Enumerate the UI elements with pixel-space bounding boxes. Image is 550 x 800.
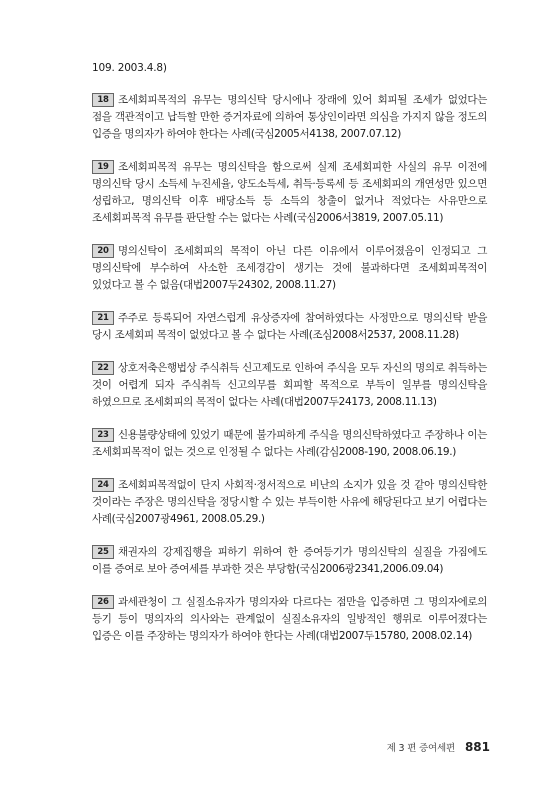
case-entry-21 (92, 310, 487, 344)
case-entry-23 (92, 427, 487, 461)
case-number-box: 21 (92, 311, 114, 325)
case-number-box: 26 (92, 595, 114, 609)
case-entry-20 (92, 243, 487, 294)
case-text: 조세회피목적의 유무는 명의신탁 당시에나 장래에 있어 회피될 조세가 없었다는 점을 객관적이고 납득할 만한 증거자료에 의하여 통상인이라면 의심을 가지지 않을 정도의 입증을 명의자가 하여야 한다는 사례(국심2005서4138, 2007.07.12) (92, 94, 487, 140)
document-body (92, 60, 487, 661)
footer-section-title: 제 3 편 증여세편 (386, 743, 455, 754)
case-text: 채권자의 강제집행을 피하기 위하여 한 증여등기가 명의신탁의 실질을 가짐에도 이를 증여로 보아 증여세를 부과한 것은 부당함(국심2006광2341,2006.09.04) (92, 546, 487, 575)
case-entry-25 (92, 544, 487, 578)
case-paragraph (92, 243, 487, 294)
page-number: 881 (464, 740, 490, 754)
case-number-box: 20 (92, 244, 114, 258)
case-paragraph (92, 477, 487, 528)
case-number-box: 19 (92, 160, 114, 174)
case-number-box: 24 (92, 478, 114, 492)
case-paragraph (92, 594, 487, 645)
case-number-box: 25 (92, 545, 114, 559)
case-text: 신용불량상태에 있었기 때문에 불가피하게 주식을 명의신탁하였다고 주장하나 이는 조세회피목적이 없는 것으로 인정될 수 없다는 사례(감심2008-190, 2008.06.19.) (92, 429, 487, 458)
case-text: 조세회피목적없이 단지 사회적·정서적으로 비난의 소지가 있을 것 같아 명의신탁한 것이라는 주장은 명의신탁을 정당시할 수 있는 부득이한 사유에 해당된다고 보기 어렵다는 사례(국심2007광4961, 2008.05.29.) (92, 479, 487, 525)
case-entry-18 (92, 92, 487, 143)
case-entry-22 (92, 360, 487, 411)
case-paragraph (92, 544, 487, 578)
case-text: 조세회피목적 유무는 명의신탁을 함으로써 실제 조세회피한 사실의 유무 이전에 명의신탁 당시 소득세 누진세율, 양도소득세, 취득·등록세 등 조세회피의 개연성만 있으면 성립하고, 명의신탁 이후 배당소득 등 소득의 창출이 없거나 적었다는 사유만으로 조세회피목적 유무를 판단할 수는 없다는 사례(국심2006서3819, 2007.05.11) (92, 161, 487, 224)
case-paragraph (92, 427, 487, 461)
case-text: 주주로 등록되어 자연스럽게 유상증자에 참여하였다는 사정만으로 명의신탁 받을 당시 조세회피 목적이 없었다고 볼 수 없다는 사례(조심2008서2537, 2008.11.28) (92, 312, 487, 341)
case-text: 명의신탁이 조세회피의 목적이 아닌 다른 이유에서 이루어졌음이 인정되고 그 명의신탁에 부수하여 사소한 조세경감이 생기는 것에 불과하다면 조세회피목적이 있었다고 볼 수 없음(대법2007두24302, 2008.11.27) (92, 245, 487, 291)
case-paragraph (92, 360, 487, 411)
case-entry-24 (92, 477, 487, 528)
case-number-box: 23 (92, 428, 114, 442)
case-number-box: 18 (92, 93, 114, 107)
case-paragraph (92, 92, 487, 143)
case-text: 과세관청이 그 실질소유자가 명의자와 다르다는 점만을 입증하면 그 명의자에로의 등기 등이 명의자의 의사와는 관계없이 실질소유자의 일방적인 행위로 이루어졌다는 입증은 이를 주장하는 명의자가 하여야 한다는 사례(대법2007두15780, 2008.02.14) (92, 596, 487, 642)
case-entry-26 (92, 594, 487, 645)
case-text: 상호저축은행법상 주식취득 신고제도로 인하여 주식을 모두 자신의 명의로 취득하는 것이 어렵게 되자 주식취득 신고의무를 회피할 목적으로 부득이 일부를 명의신탁을 하였으므로 조세회피의 목적이 없다는 사례(대법2007두24173, 2008.11.13) (92, 362, 487, 408)
continued-citation: 109. 2003.4.8) (92, 62, 167, 74)
case-paragraph (92, 310, 487, 344)
page-footer (330, 740, 490, 760)
case-number-box: 22 (92, 361, 114, 375)
case-entry-19 (92, 159, 487, 227)
case-paragraph (92, 159, 487, 227)
